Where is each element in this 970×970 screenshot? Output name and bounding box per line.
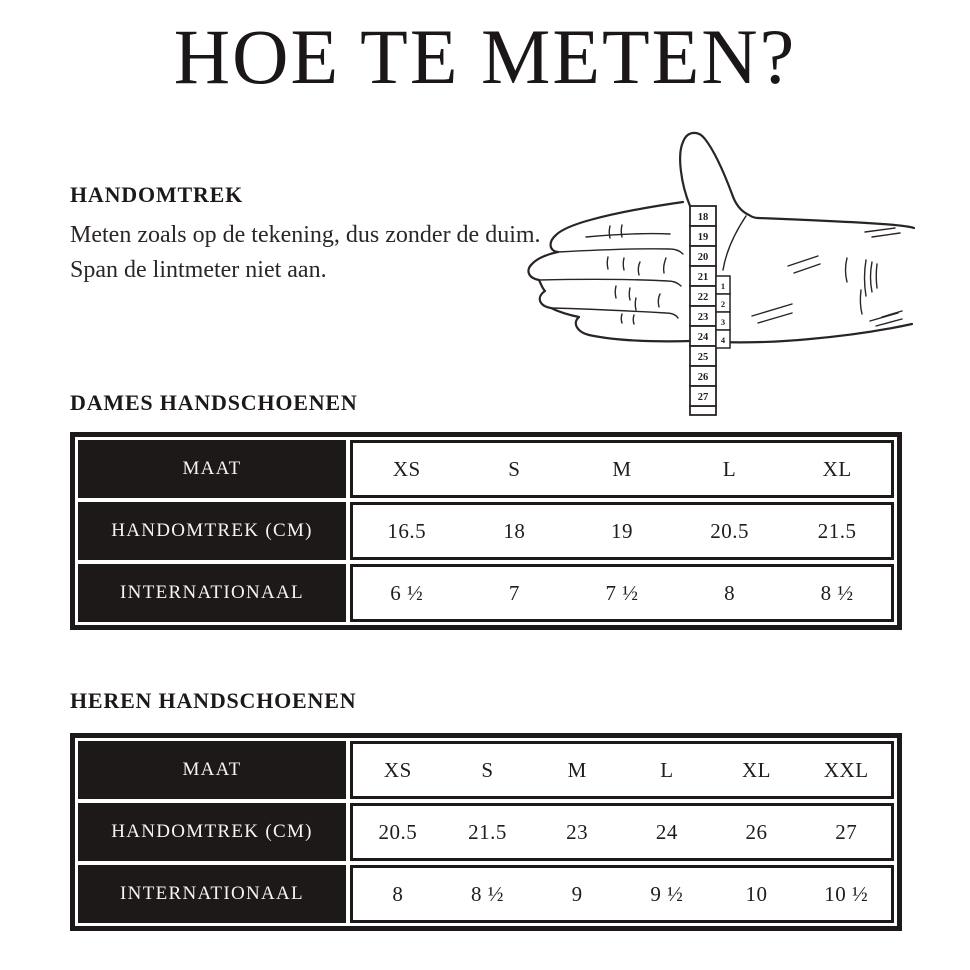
heren-section-heading: HEREN HANDSCHOENEN (70, 688, 357, 713)
size-header-cell: S (508, 456, 521, 481)
size-header-cell: XS (383, 757, 412, 782)
size-value-cell: 8 (392, 881, 404, 906)
table-row (78, 741, 894, 799)
size-value-cell: 8 ½ (820, 580, 854, 605)
size-value-cell: 8 (724, 580, 736, 605)
size-header-cell: XXL (823, 757, 869, 782)
row-values (350, 564, 894, 622)
tape-number: 24 (697, 332, 709, 343)
size-header-cell: XL (822, 456, 852, 481)
size-value-cell: 9 (571, 881, 583, 906)
size-value-cell: 21.5 (468, 819, 507, 844)
hand-measurement-illustration (520, 110, 960, 430)
size-value-cell: 27 (835, 819, 858, 844)
tape-side-number: 3 (720, 317, 726, 327)
intro-heading: HANDOMTREK (70, 182, 243, 207)
intro-body-text: Meten zoals op de tekening, dus zonder de duim. Span de lintmeter niet aan. (70, 222, 541, 283)
size-header-cell: XS (392, 456, 421, 481)
row-values (350, 440, 894, 498)
row-values (350, 502, 894, 560)
size-header-cell: M (612, 456, 632, 481)
size-header-cell: M (567, 757, 587, 782)
tape-number: 21 (697, 272, 709, 283)
size-value-cell: 20.5 (710, 518, 749, 543)
dames-size-table (70, 432, 902, 630)
row-label: INTERNATIONAAL (78, 564, 346, 622)
table-row (78, 803, 894, 861)
size-value-cell: 7 ½ (605, 580, 639, 605)
tape-number: 25 (697, 352, 709, 363)
tape-number: 20 (697, 252, 709, 263)
tape-side-number: 4 (720, 335, 726, 345)
tape-side-number: 1 (720, 281, 726, 291)
size-value-cell: 23 (566, 819, 589, 844)
size-value-cell: 6 ½ (390, 580, 424, 605)
size-value-cell: 21.5 (817, 518, 857, 543)
table-row (78, 440, 894, 498)
size-value-cell: 19 (610, 518, 633, 543)
row-values (350, 741, 894, 799)
dames-section (70, 390, 902, 605)
size-value-cell: 26 (745, 819, 768, 844)
size-value-cell: 8 ½ (471, 881, 504, 906)
row-values (350, 865, 894, 923)
size-value-cell: 7 (508, 580, 520, 605)
tape-number: 23 (697, 312, 709, 323)
size-value-cell: 24 (655, 819, 678, 844)
table-row (78, 865, 894, 923)
size-header-cell: XL (742, 757, 772, 782)
size-value-cell: 10 ½ (824, 881, 869, 906)
hand-circumference-section (70, 182, 555, 288)
size-value-cell: 10 (745, 881, 768, 906)
size-value-cell: 18 (503, 518, 526, 543)
hand-tape-drawing (520, 110, 960, 430)
row-label: MAAT (78, 741, 346, 799)
table-row (78, 564, 894, 622)
size-value-cell: 20.5 (378, 819, 418, 844)
row-label: HANDOMTREK (CM) (78, 803, 346, 861)
size-header-cell: L (660, 757, 674, 782)
heren-section (70, 688, 902, 906)
row-label: HANDOMTREK (CM) (78, 502, 346, 560)
row-label: INTERNATIONAAL (78, 865, 346, 923)
size-header-cell: L (722, 456, 737, 481)
page-title: HOE TE METEN? (173, 13, 797, 100)
size-value-cell: 16.5 (387, 518, 427, 543)
heren-size-table (70, 733, 902, 931)
measuring-tape (690, 206, 730, 415)
row-values (350, 803, 894, 861)
tape-number: 18 (697, 212, 709, 223)
tape-number: 27 (697, 392, 709, 403)
tape-number: 19 (697, 232, 709, 243)
size-header-cell: S (481, 757, 494, 782)
size-value-cell: 9 ½ (650, 881, 684, 906)
row-label: MAAT (78, 440, 346, 498)
tape-side-number: 2 (720, 299, 726, 309)
tape-number: 26 (697, 372, 709, 383)
tape-number: 22 (697, 292, 709, 303)
table-row (78, 502, 894, 560)
dames-section-heading: DAMES HANDSCHOENEN (70, 390, 358, 415)
